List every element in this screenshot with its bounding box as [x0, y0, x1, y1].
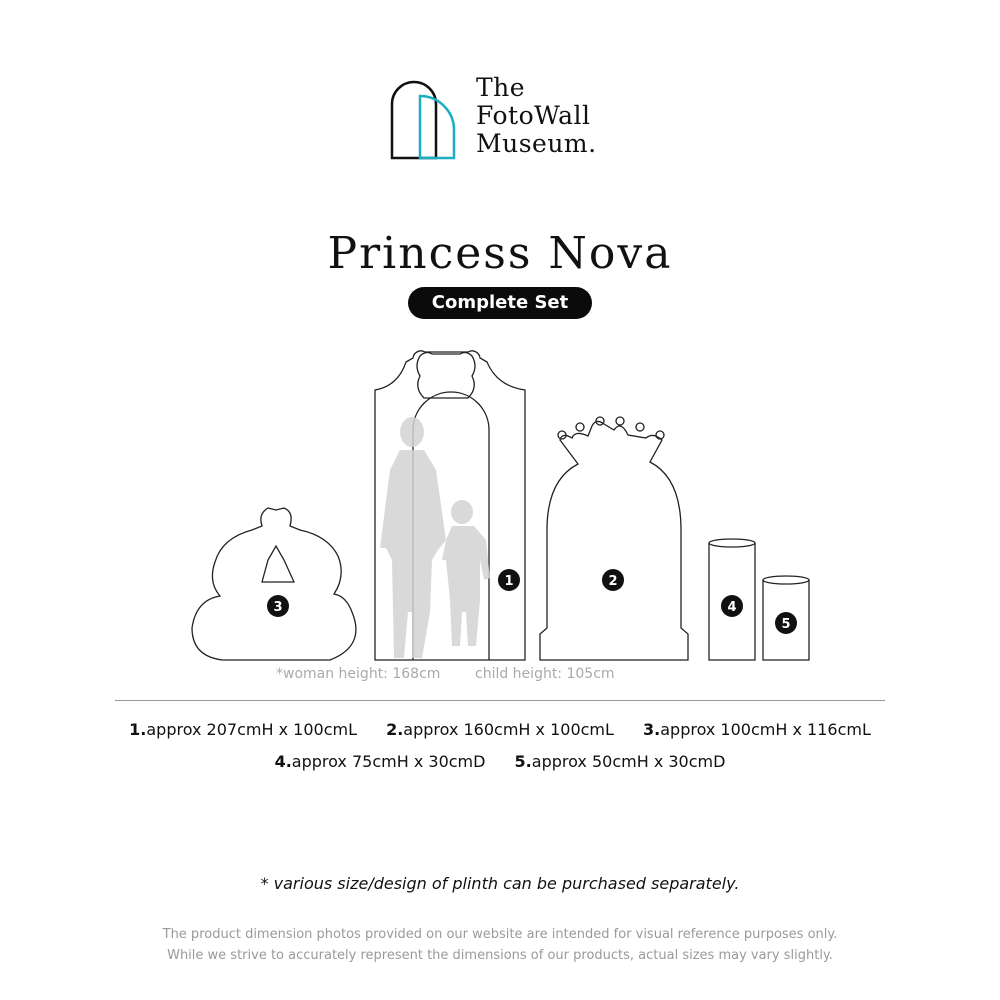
woman-silhouette — [380, 417, 446, 658]
brand-line-2: FotoWall — [476, 101, 591, 130]
badge-2-label: 2 — [608, 574, 618, 589]
disclaimer-line-2: While we strive to accurately represent the dimensions of our products, actual sizes may vary slightly. — [167, 948, 833, 963]
brand-logo — [388, 72, 628, 164]
spec-item-3 — [643, 720, 871, 739]
human-silhouettes — [380, 417, 490, 658]
spec-text: approx 160cmH x 100cmL — [403, 720, 614, 739]
spec-text: approx 50cmH x 30cmD — [531, 752, 726, 771]
divider — [115, 700, 885, 701]
brand-line-3: Museum. — [476, 129, 597, 158]
page-title: Princess Nova — [327, 228, 673, 279]
spec-number: 1. — [129, 720, 147, 739]
child-height-label: child height: 105cm — [475, 666, 615, 682]
badge-5-label: 5 — [781, 617, 791, 632]
spec-number: 3. — [643, 720, 661, 739]
arch-logo-icon — [388, 72, 468, 164]
spec-text: approx 207cmH x 100cmL — [146, 720, 357, 739]
complete-set-badge: Complete Set — [408, 287, 592, 319]
spec-item-1 — [129, 720, 357, 739]
badge-1-label: 1 — [504, 574, 514, 589]
plinth-note: * various size/design of plinth can be purchased separately. — [260, 874, 740, 893]
spec-text: approx 75cmH x 30cmD — [291, 752, 486, 771]
spec-row-1 — [0, 720, 1000, 739]
product-illustration — [0, 340, 1000, 670]
spec-row-2 — [0, 752, 1000, 771]
spec-item-5 — [515, 752, 726, 771]
cloud-seat-outline — [192, 508, 356, 660]
spec-number: 4. — [274, 752, 292, 771]
child-silhouette — [442, 500, 490, 646]
spec-number: 5. — [514, 752, 532, 771]
badge-4-label: 4 — [727, 600, 737, 615]
disclaimer — [0, 924, 1000, 966]
spec-text: approx 100cmH x 116cmL — [660, 720, 871, 739]
brand-wordmark — [476, 74, 597, 158]
disclaimer-line-1: The product dimension photos provided on our website are intended for visual reference purposes only. — [162, 927, 838, 942]
woman-height-label: *woman height: 168cm — [276, 666, 441, 682]
spec-item-4 — [275, 752, 486, 771]
badge-3-label: 3 — [273, 600, 283, 615]
crown-panel-outline — [540, 417, 688, 660]
spec-item-2 — [386, 720, 614, 739]
brand-line-1: The — [476, 73, 526, 102]
spec-number: 2. — [386, 720, 404, 739]
